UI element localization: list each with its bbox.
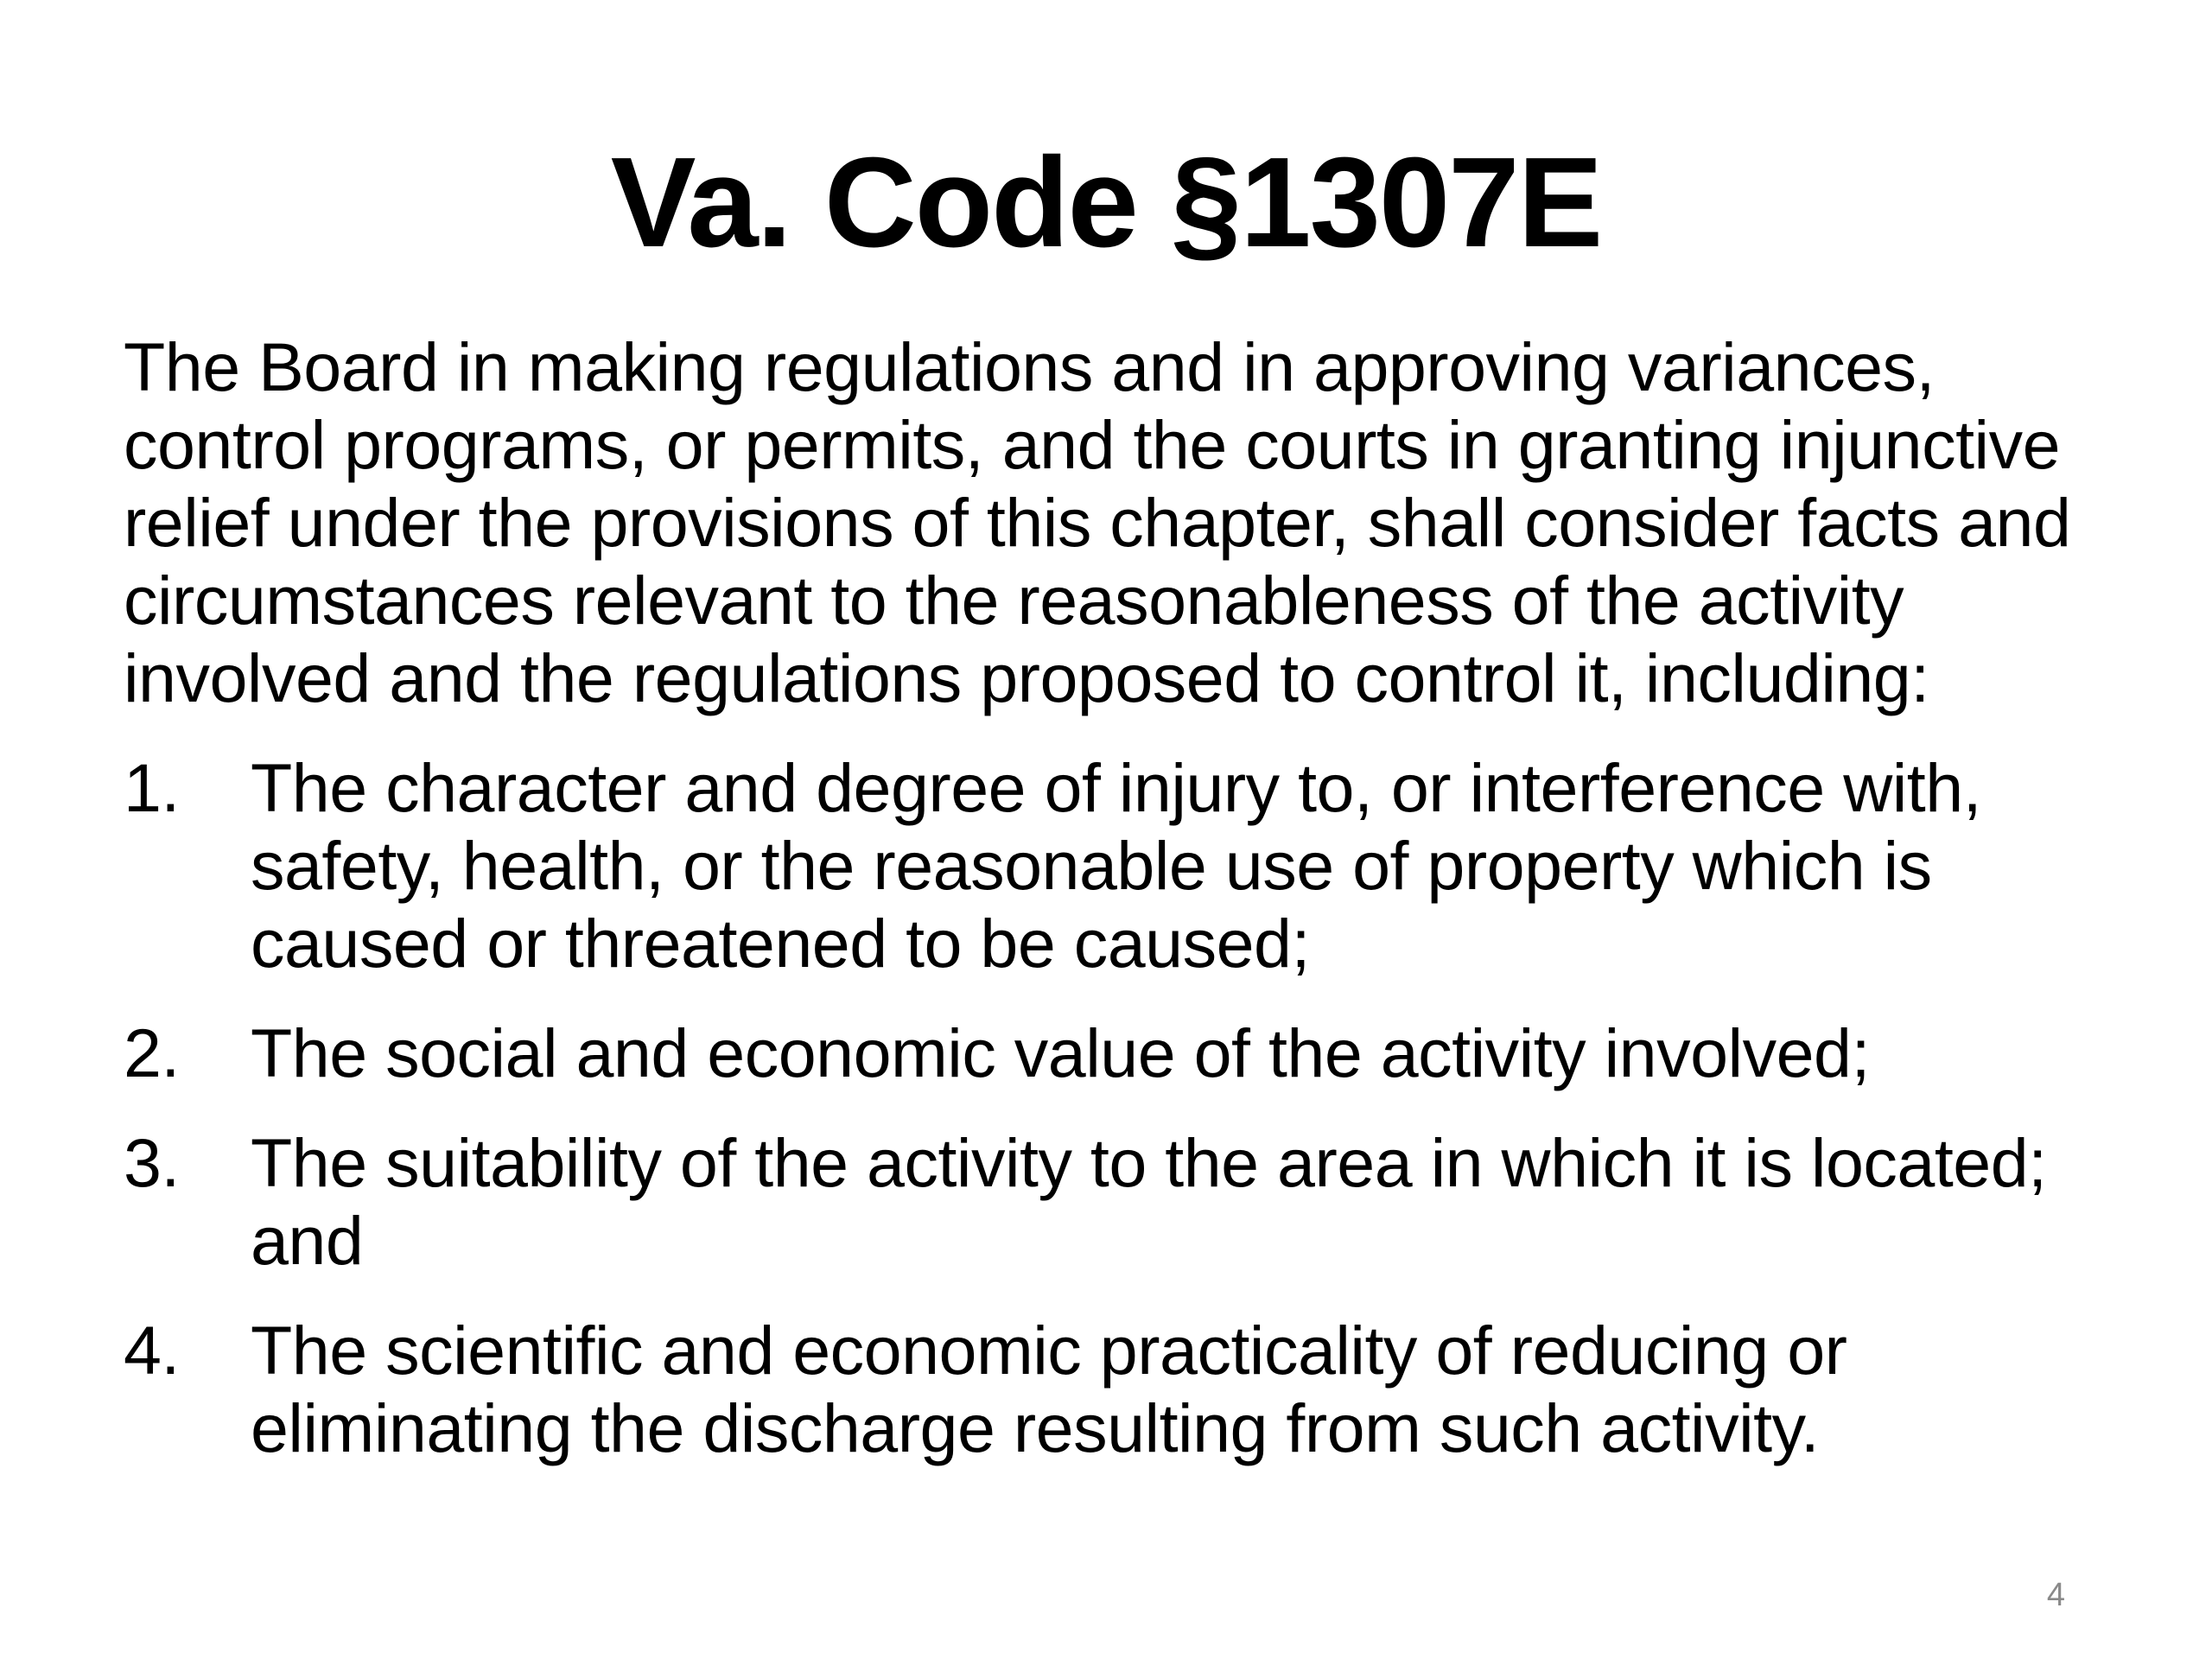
list-item-text: The suitability of the activity to the area in which it is located; and [251,1124,2047,1279]
list-item-number: 4. [124,1312,180,1389]
list-item-number: 1. [124,749,180,826]
list-item-text: The scientific and economic practicality of reducing or eliminating the discharge resulting from such activity. [251,1312,1847,1466]
slide-title: Va. Code §1307E [610,131,1602,274]
list-item [124,1014,2111,1092]
slide-body [124,328,2111,1467]
list-item-text: The character and degree of injury to, or interference with, safety, health, or the reasonable use of property which is caused or threatened to be caused; [251,749,1982,982]
list-item-text: The social and economic value of the activity involved; [251,1014,1870,1091]
list-item [124,1312,2111,1467]
factor-list [124,749,2111,1467]
list-item-number: 2. [124,1014,180,1091]
list-item [124,1124,2111,1280]
slide-number: 4 [2046,1577,2065,1613]
intro-paragraph: The Board in making regulations and in approving variances, control programs, or permits, and the courts in granting injunctive relief under the provisions of this chapter, shall consider facts and circumstances relevant to the reasonableness of the activity involved and the regulations proposed to control it, including: [124,328,2071,716]
list-item [124,749,2111,982]
list-item-number: 3. [124,1124,180,1201]
